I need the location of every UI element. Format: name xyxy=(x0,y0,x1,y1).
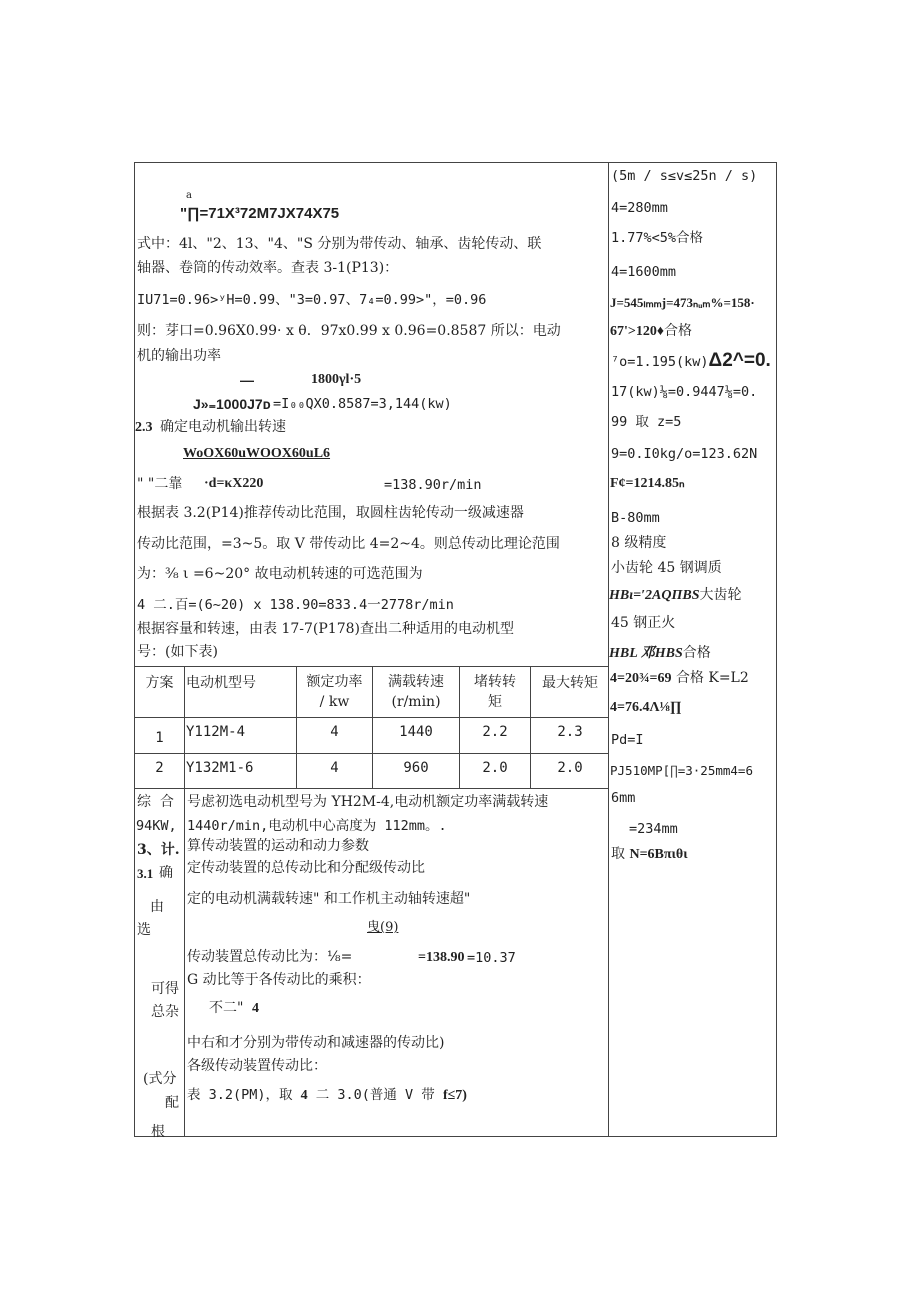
table-cell: 1440 xyxy=(399,724,433,740)
lower-text xyxy=(187,1087,467,1105)
left-label: 确 xyxy=(159,865,173,881)
right-note xyxy=(609,645,711,663)
table-header-cell: 额定功率 / kw xyxy=(306,674,363,711)
lower-text-part: 二 3.0(普通 V 带 xyxy=(307,1087,443,1103)
speed-value: =138.90r/min xyxy=(384,477,482,493)
right-note xyxy=(610,670,749,688)
calc-line-1: 则：芽口=0.96X0.99· x θ．97x0.99 x 0.96=0.8587 所以：电动 xyxy=(137,323,561,339)
right-note: 99 取 z=5 xyxy=(611,414,682,430)
table-cell: 2.3 xyxy=(557,724,583,740)
right-note: =234mm xyxy=(629,821,678,837)
power-fraction-top: 1800γl·5 xyxy=(311,372,362,387)
where-line-1: 式中：4l、"2、13、"4、"S 分别为带传动、轴承、齿轮传动、联 xyxy=(137,236,542,252)
right-note-part: 取 xyxy=(611,846,630,862)
lower-text: 1440r/min,电动机中心高度为 112mm。. xyxy=(187,818,447,834)
table-cell: 4 xyxy=(330,760,339,776)
right-note: 9=0.I0kg/o=123.62N xyxy=(611,446,758,462)
table-header-cell: 方案 xyxy=(145,675,174,691)
lower-text: 算传动装置的运动和动力参数 xyxy=(187,838,369,854)
speed-formula-prefix: " "二靠 xyxy=(137,476,183,492)
right-note-part: Δ2^=0. xyxy=(708,350,771,371)
table-cell: 2 xyxy=(155,760,164,776)
left-label: 总杂 xyxy=(151,1004,179,1020)
table-header-cell: 堵转转 矩 xyxy=(474,674,516,711)
right-note-part: N=6Bπιθι xyxy=(629,847,688,862)
lower-text: =10.37 xyxy=(467,950,516,966)
range-line-3: 为：³⁄₈ ι =6~20° 故电动机转速的可选范围为 xyxy=(137,566,423,582)
left-label: 综 合 xyxy=(137,794,174,810)
table-cell: 2.2 xyxy=(482,724,508,740)
power-formula-rhs: =I₀₀QX0.8587=3,144(kw) xyxy=(273,396,452,412)
lower-text: 号虑初选电动机型号为 YH2M-4,电动机额定功率满载转速 xyxy=(187,794,549,810)
calc-line-2: 机的输出功率 xyxy=(137,348,221,364)
left-label: 3.1 xyxy=(137,866,154,881)
table-cell: 960 xyxy=(403,760,429,776)
right-note-part: 合格 xyxy=(682,645,711,661)
right-note-part: ⁷o=1.195(kw) xyxy=(611,354,709,370)
lower-text: 定传动装置的总传动比和分配级传动比 xyxy=(187,860,425,876)
table-row2-line xyxy=(134,788,609,789)
left-label: 3、计. xyxy=(137,842,180,858)
efficiency-formula: "∏=71X³72M7JX74X75 xyxy=(180,205,340,222)
right-note xyxy=(611,350,771,373)
left-label: (式分 xyxy=(143,1071,177,1087)
right-note: 小齿轮 45 钢调质 xyxy=(611,560,722,576)
lower-text: =138.90 xyxy=(418,950,465,965)
lower-text-part: 表 3.2(PM)，取 xyxy=(187,1087,301,1103)
right-note-part: HBι=′2AQΠBS xyxy=(609,588,700,603)
formula-superscript: a xyxy=(186,190,192,201)
range-line-1: 根据表 3.2(P14)推荐传动比范围，取圆柱齿轮传动一级减速器 xyxy=(137,505,524,521)
section-2-3-title: 确定电动机输出转速 xyxy=(160,419,286,435)
right-note: 1.77%<5%合格 xyxy=(611,230,704,246)
left-label: 可得 xyxy=(151,981,179,997)
right-note-part: HBL 邓HBS xyxy=(609,646,683,661)
right-note: F¢=1214.85ₙ xyxy=(610,476,685,491)
section-2-3-number: 2.3 xyxy=(135,420,153,435)
lower-text: G 动比等于各传动比的乘积： xyxy=(187,972,371,988)
select-line-1: 根据容量和转速，由表 17-7(P178)查出二种适用的电动机型 xyxy=(137,621,514,637)
range-calc: 4 二.百=(6~20) x 138.90=833.4一2778r/min xyxy=(137,597,454,613)
right-note xyxy=(611,846,688,864)
right-note: 17(kw)⅛=0.9447⅛=0. xyxy=(611,384,758,400)
speed-formula-bottom: ·d=κX220 xyxy=(204,476,264,491)
right-note xyxy=(610,323,692,341)
speed-formula-top: WoOX60uWOOX60uL6 xyxy=(183,446,331,461)
lower-text: 曳(9) xyxy=(367,920,399,935)
table-cell: Y112M-4 xyxy=(186,724,246,740)
right-note: 4=76.4Λ⅛∏ xyxy=(610,700,682,715)
table-cell: 2.0 xyxy=(482,760,508,776)
right-note: B-80mm xyxy=(611,510,660,526)
right-note: (5m / s≤v≤25n / s) xyxy=(611,168,758,184)
table-cell: 4 xyxy=(330,724,339,740)
efficiency-values: IU71=0.96>ʸH=0.99、"3=0.97、7₄=0.99>"，=0.96 xyxy=(137,292,487,308)
lower-text: 中右和才分别为带传动和减速器的传动比) xyxy=(187,1035,445,1051)
right-note: 45 钢正火 xyxy=(611,615,676,631)
table-cell: 2.0 xyxy=(557,760,583,776)
right-note: J=545ₗₘₘj=473ₙᵤₘ%=158· xyxy=(610,295,755,310)
table-header-cell: 最大转矩 xyxy=(542,675,598,691)
select-line-2: 号：(如下表) xyxy=(137,644,218,660)
left-label: 配 xyxy=(165,1095,179,1111)
right-note: 4=1600mm xyxy=(611,264,677,280)
range-line-2: 传动比范围，=3~5。取 V 带传动比 4=2~4。则总传动比理论范围 xyxy=(137,536,560,552)
table-header-cell: 电动机型号 xyxy=(186,675,256,691)
right-note: 8 级精度 xyxy=(611,535,667,551)
right-note-part: 大齿轮 xyxy=(699,587,742,603)
lower-text: 不二" xyxy=(209,1000,244,1016)
lower-text: 传动装置总传动比为：⅛= xyxy=(187,949,353,965)
left-label: 选 xyxy=(137,922,151,938)
left-label: 94KW, xyxy=(136,818,177,834)
left-label: 根 xyxy=(151,1124,165,1140)
right-note: 4=280mm xyxy=(611,200,668,216)
left-label: 由 xyxy=(150,899,164,915)
power-formula-lhs: J»₌1000J7ᴅ xyxy=(193,396,271,412)
lower-text-part: f≤7) xyxy=(442,1088,467,1103)
right-note: PJ510MP[∏=3·25mm4=6 xyxy=(610,763,753,778)
lower-text: 各级传动装置传动比： xyxy=(187,1058,327,1074)
table-header-cell: 满载转速 (r/min) xyxy=(388,674,444,711)
right-note-part: 合格 xyxy=(664,323,693,339)
power-fraction-dash: — xyxy=(240,372,254,388)
where-line-2: 轴器、卷筒的传动效率。查表 3-1(P13)： xyxy=(137,260,399,276)
right-note-part: 合格 K=L2 xyxy=(671,670,749,686)
lower-text-part: 4 xyxy=(300,1088,308,1103)
lower-text: 4 xyxy=(252,1001,259,1016)
table-cell: 1 xyxy=(155,730,164,746)
right-note xyxy=(609,587,742,605)
right-note: Pd=I xyxy=(611,732,644,748)
table-cell: Y132M1-6 xyxy=(186,760,254,776)
lower-text: 定的电动机满载转速" 和工作机主动轴转速超" xyxy=(187,891,471,907)
right-note-part: 67'>120♦ xyxy=(610,324,665,339)
right-note-part: 4=20¾=69 xyxy=(610,671,672,686)
right-note: 6mm xyxy=(611,790,636,806)
